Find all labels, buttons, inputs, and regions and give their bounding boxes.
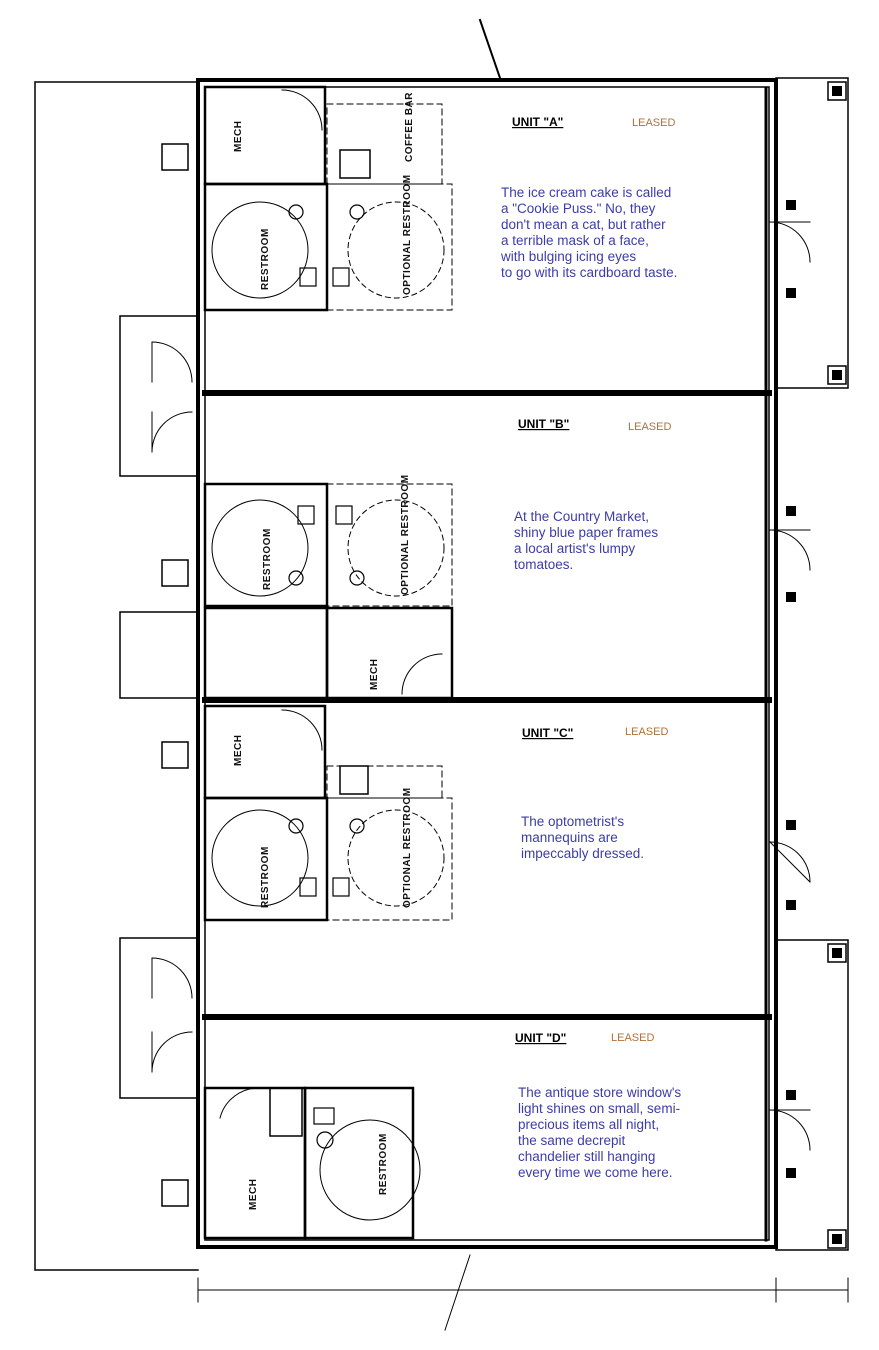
- unit-a-description-line: a "Cookie Puss." No, they: [501, 201, 656, 216]
- unit-b-electrical-room: [205, 608, 327, 698]
- sidewalk-outline: [35, 82, 198, 1270]
- unit-c-description-line: impeccably dressed.: [521, 846, 645, 861]
- unit-d-mech-room: [205, 1088, 305, 1238]
- unit-c-description-line: The optometrist's: [521, 814, 625, 829]
- north-arrow: [480, 20, 500, 78]
- unit-d-description-line: the same decrepit: [518, 1133, 626, 1148]
- unit-a-description-line: a terrible mask of a face,: [501, 233, 649, 248]
- unit-d-label: UNIT "D": [515, 1031, 567, 1045]
- unit-b-description-line: a local artist's lumpy: [514, 541, 636, 556]
- unit-b-description-line: tomatoes.: [514, 557, 574, 572]
- building-outer-wall: [198, 80, 776, 1247]
- unit-c-mech-label: MECH: [233, 734, 244, 766]
- unit-a-coffee-bar-label: COFFEE BAR: [404, 92, 415, 162]
- unit-b-description: [514, 509, 658, 573]
- unit-a-optional-restroom-label: OPTIONAL RESTROOM: [402, 174, 413, 295]
- unit-a-description-line: don't mean a cat, but rather: [501, 217, 666, 232]
- vestibule-2: [120, 612, 198, 698]
- unit-a-mech-room: [205, 87, 325, 184]
- storefront-a: [776, 78, 848, 388]
- unit-c-status: LEASED: [625, 726, 669, 738]
- building-inner-wall: [205, 87, 769, 1240]
- unit-a-description-line: The ice cream cake is called: [501, 185, 672, 200]
- unit-b-mech-label: MECH: [369, 658, 380, 690]
- unit-d-restroom-label: RESTROOM: [378, 1133, 389, 1195]
- unit-a-mech-label: MECH: [233, 120, 244, 152]
- unit-b-optional-restroom-label: OPTIONAL RESTROOM: [400, 474, 411, 595]
- vestibule-3: [120, 938, 198, 1098]
- unit-b-description-line: At the Country Market,: [514, 509, 650, 524]
- unit-b-status: LEASED: [628, 421, 672, 433]
- unit-a-description: [501, 185, 677, 281]
- unit-a-restroom-label: RESTROOM: [260, 228, 271, 290]
- unit-c-mech-room: [205, 706, 325, 798]
- vestibule-1: [120, 316, 198, 476]
- unit-b-label: UNIT "B": [518, 417, 570, 431]
- unit-a-description-line: to go with its cardboard taste.: [501, 265, 678, 280]
- unit-b-mech-room: [327, 608, 452, 698]
- unit-d-description-line: The antique store window's: [518, 1085, 682, 1100]
- unit-d-description-line: precious items all night,: [518, 1117, 660, 1132]
- unit-d-description-line: chandelier still hanging: [518, 1149, 656, 1164]
- unit-c-label: UNIT "C": [522, 726, 574, 740]
- unit-d-description-line: light shines on small, semi-: [518, 1101, 681, 1116]
- unit-c-restroom-label: RESTROOM: [260, 846, 271, 908]
- unit-d-mech-label: MECH: [248, 1178, 259, 1210]
- unit-d-description-line: every time we come here.: [518, 1165, 673, 1180]
- unit-c-optional-restroom-label: OPTIONAL RESTROOM: [402, 787, 413, 908]
- unit-c-description: [521, 814, 644, 862]
- unit-b-restroom-label: RESTROOM: [262, 528, 273, 590]
- unit-a-description-line: with bulging icing eyes: [501, 249, 637, 264]
- unit-a-label: UNIT "A": [512, 115, 564, 129]
- unit-c-description-line: mannequins are: [521, 830, 618, 845]
- unit-d-description: [518, 1085, 681, 1181]
- unit-a-status: LEASED: [632, 117, 676, 129]
- unit-d-status: LEASED: [611, 1032, 655, 1044]
- unit-d-restroom: [305, 1088, 413, 1238]
- unit-b-description-line: shiny blue paper frames: [514, 525, 659, 540]
